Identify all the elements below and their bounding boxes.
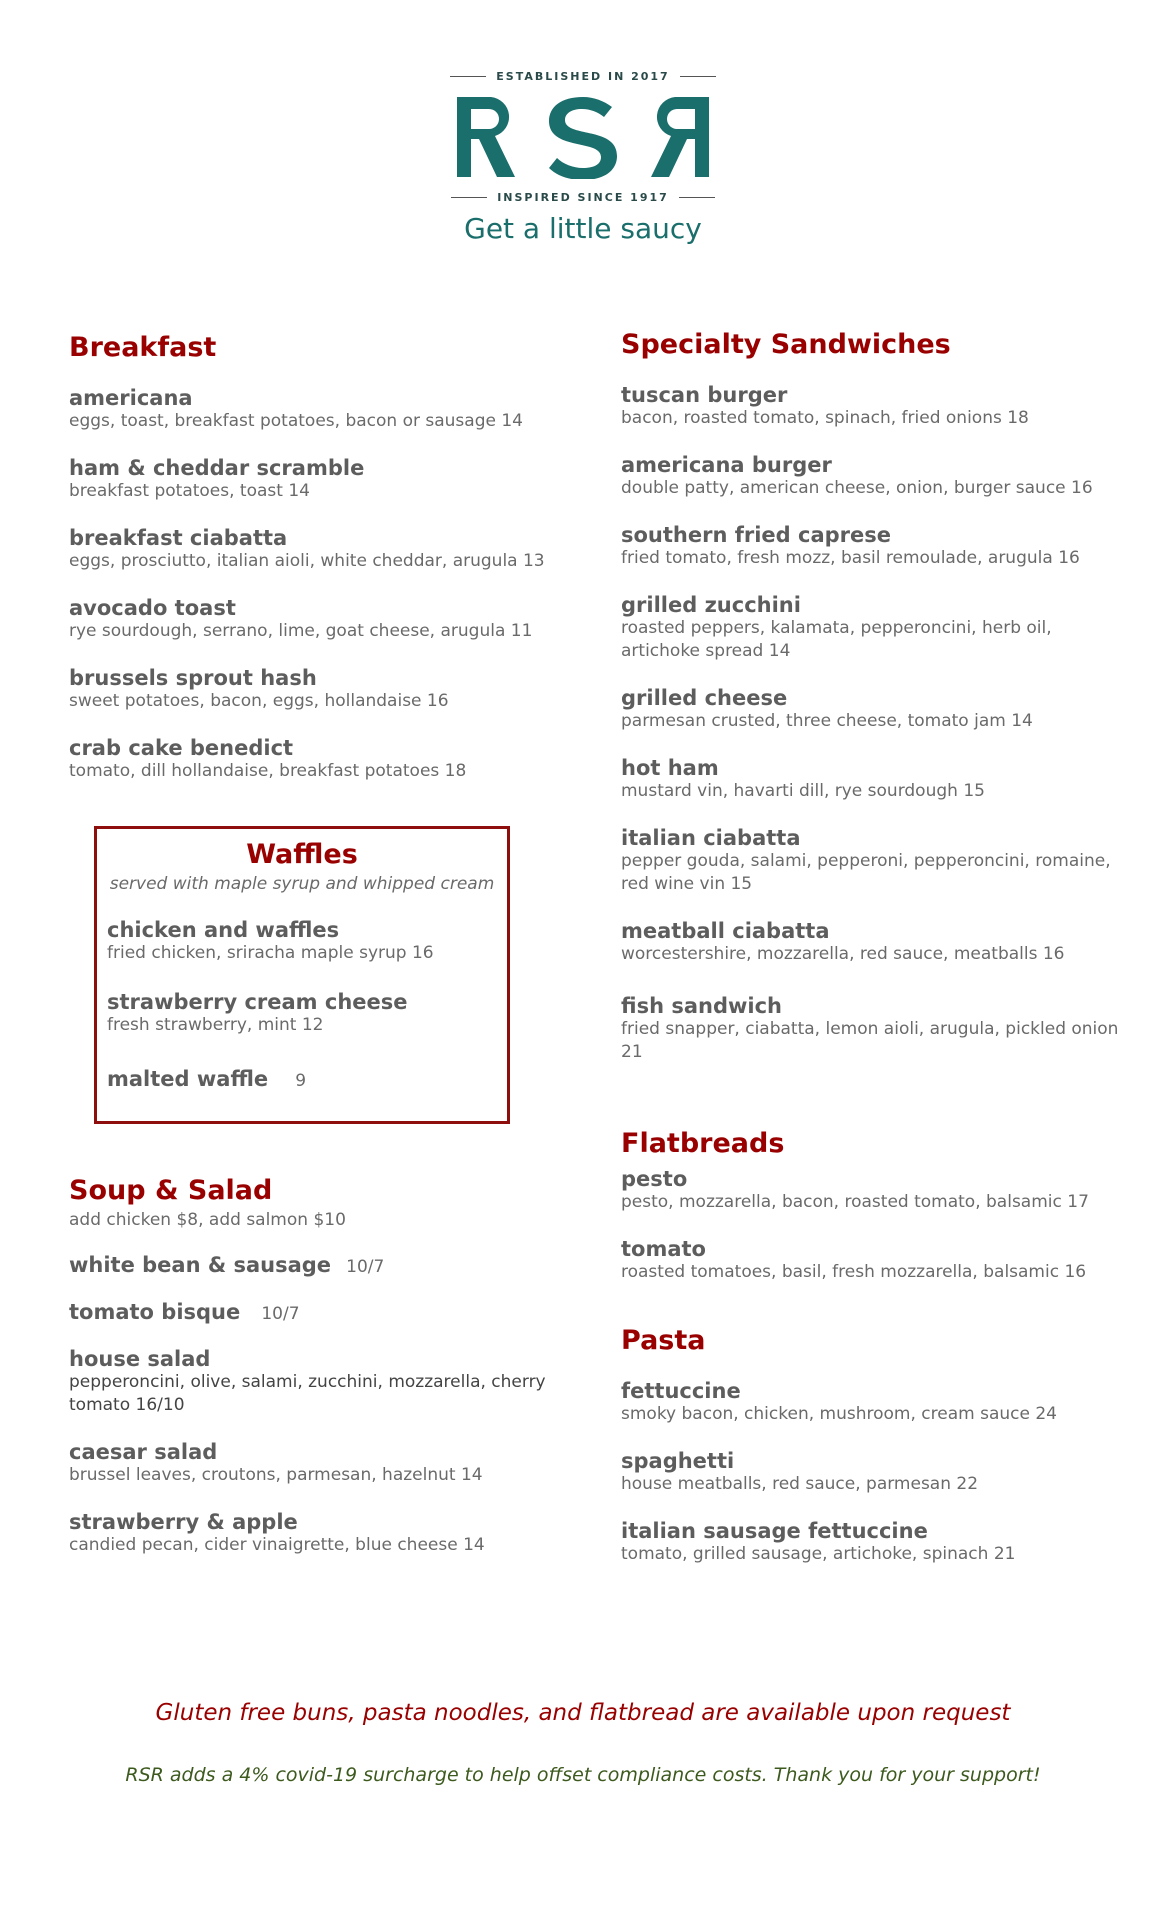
item-name: crab cake benedict xyxy=(69,736,294,760)
section-title: Flatbreads xyxy=(621,1128,785,1159)
item-desc: worcestershire, mozzarella, red sauce, meatballs 16 xyxy=(621,944,1065,964)
item-name: ham & cheddar scramble xyxy=(69,456,365,480)
section-title: Breakfast xyxy=(69,332,217,363)
inspired-text: INSPIRED SINCE 1917 xyxy=(497,191,669,204)
item-name: fettuccine xyxy=(621,1379,741,1403)
item-name: spaghetti xyxy=(621,1449,735,1473)
menu-item xyxy=(69,526,549,573)
item-desc: tomato, grilled sausage, artichoke, spinach 21 xyxy=(621,1544,1016,1564)
tagline: Get a little saucy xyxy=(464,212,702,245)
menu-item xyxy=(621,1237,1121,1284)
item-desc: bacon, roasted tomato, spinach, fried onions 18 xyxy=(621,408,1029,428)
item-price: 10/7 xyxy=(261,1304,300,1324)
rule-right xyxy=(680,76,716,77)
section-title: Specialty Sandwiches xyxy=(621,329,951,360)
rule-right xyxy=(679,197,715,198)
rule-left xyxy=(451,197,487,198)
section-title: Pasta xyxy=(621,1325,706,1356)
established-text: ESTABLISHED IN 2017 xyxy=(496,70,670,83)
soup-salad-section xyxy=(69,1175,549,1557)
item-name: southern fried caprese xyxy=(621,523,891,547)
section-title: Soup & Salad xyxy=(69,1175,273,1206)
item-price: 10/7 xyxy=(346,1257,385,1277)
pasta-section xyxy=(621,1325,1121,1566)
item-name: chicken and waffles xyxy=(107,918,340,942)
item-name: avocado toast xyxy=(69,596,236,620)
menu-item xyxy=(69,666,549,713)
item-desc: fried tomato, fresh mozz, basil remoulade, arugula 16 xyxy=(621,548,1080,568)
menu-item xyxy=(621,1449,1121,1496)
gluten-free-note: Gluten free buns, pasta noodles, and flatbread are available upon request xyxy=(155,1700,1011,1726)
menu-item xyxy=(107,918,497,965)
menu-item xyxy=(69,1347,549,1417)
item-desc: pesto, mozzarella, bacon, roasted tomato, balsamic 17 xyxy=(621,1192,1089,1212)
item-name: strawberry & apple xyxy=(69,1510,298,1534)
item-desc: house meatballs, red sauce, parmesan 22 xyxy=(621,1474,979,1494)
item-desc: fresh strawberry, mint 12 xyxy=(107,1015,324,1035)
item-name: grilled zucchini xyxy=(621,593,801,617)
menu-item xyxy=(621,523,1121,570)
menu-item xyxy=(69,1300,549,1324)
item-desc: smoky bacon, chicken, mushroom, cream sauce 24 xyxy=(621,1404,1057,1424)
item-desc: candied pecan, cider vinaigrette, blue cheese 14 xyxy=(69,1535,485,1555)
section-title: Waffles xyxy=(246,839,358,870)
surcharge-note: RSR adds a 4% covid-19 surcharge to help offset compliance costs. Thank you for your support! xyxy=(125,1764,1041,1786)
item-desc: brussel leaves, croutons, parmesan, hazelnut 14 xyxy=(69,1465,483,1485)
item-name: tuscan burger xyxy=(621,383,788,407)
item-name: tomato bisque xyxy=(69,1300,241,1324)
waffles-box xyxy=(94,826,510,1124)
item-name: americana burger xyxy=(621,453,832,477)
menu-item xyxy=(621,756,1121,803)
item-desc: parmesan crusted, three cheese, tomato jam 14 xyxy=(621,711,1033,731)
item-name: fish sandwich xyxy=(621,994,782,1018)
menu-item xyxy=(107,1067,497,1091)
item-desc: fried chicken, sriracha maple syrup 16 xyxy=(107,943,434,963)
sandwiches-section xyxy=(621,329,1121,1064)
item-name: caesar salad xyxy=(69,1440,218,1464)
item-name: tomato xyxy=(621,1237,706,1261)
menu-item xyxy=(621,826,1121,896)
menu-item xyxy=(69,386,549,433)
item-name: malted waffle xyxy=(107,1067,269,1091)
item-desc: roasted tomatoes, basil, fresh mozzarella, balsamic 16 xyxy=(621,1262,1087,1282)
flatbreads-section xyxy=(621,1128,1121,1284)
menu-item xyxy=(621,686,1121,733)
item-name: brussels sprout hash xyxy=(69,666,317,690)
menu-item xyxy=(621,383,1121,430)
item-desc: double patty, american cheese, onion, burger sauce 16 xyxy=(621,478,1093,498)
item-name: breakfast ciabatta xyxy=(69,526,288,550)
rsr-logo-mark xyxy=(453,95,713,179)
item-desc: rye sourdough, serrano, lime, goat cheese, arugula 11 xyxy=(69,621,533,641)
item-name: strawberry cream cheese xyxy=(107,990,408,1014)
item-name: hot ham xyxy=(621,756,719,780)
item-desc: pepper gouda, salami, pepperoni, pepperoncini, romaine, red wine vin 15 xyxy=(621,851,1111,894)
item-desc: fried snapper, ciabatta, lemon aioli, arugula, pickled onion 21 xyxy=(621,1019,1119,1062)
breakfast-section xyxy=(69,332,549,783)
menu-item xyxy=(69,1440,549,1487)
item-name: pesto xyxy=(621,1167,688,1191)
item-desc: eggs, prosciutto, italian aioli, white cheddar, arugula 13 xyxy=(69,551,545,571)
menu-item xyxy=(621,593,1121,663)
menu-item xyxy=(69,1253,549,1277)
menu-item xyxy=(621,453,1121,500)
item-desc: eggs, toast, breakfast potatoes, bacon or sausage 14 xyxy=(69,411,523,431)
menu-item xyxy=(621,1379,1121,1426)
waffles-subtitle: served with maple syrup and whipped cream xyxy=(109,874,495,894)
menu-item xyxy=(69,736,549,783)
menu-item xyxy=(621,1519,1121,1566)
section-note: add chicken $8, add salmon $10 xyxy=(69,1210,346,1230)
item-name: italian ciabatta xyxy=(621,826,801,850)
menu-item xyxy=(621,1167,1121,1214)
item-desc: pepperoncini, olive, salami, zucchini, mozzarella, cherry tomato 16/10 xyxy=(69,1372,546,1415)
item-name: white bean & sausage xyxy=(69,1253,332,1277)
menu-item xyxy=(107,990,497,1037)
item-desc: roasted peppers, kalamata, pepperoncini, herb oil, artichoke spread 14 xyxy=(621,618,1052,661)
item-desc: tomato, dill hollandaise, breakfast potatoes 18 xyxy=(69,761,467,781)
menu-item xyxy=(621,919,1121,966)
menu-item xyxy=(69,596,549,643)
established-line xyxy=(0,70,1166,83)
item-price: 9 xyxy=(295,1071,307,1091)
item-desc: sweet potatoes, bacon, eggs, hollandaise 16 xyxy=(69,691,449,711)
item-name: americana xyxy=(69,386,193,410)
item-name: house salad xyxy=(69,1347,211,1371)
item-desc: breakfast potatoes, toast 14 xyxy=(69,481,310,501)
item-desc: mustard vin, havarti dill, rye sourdough 15 xyxy=(621,781,985,801)
item-name: italian sausage fettuccine xyxy=(621,1519,928,1543)
menu-item xyxy=(621,994,1121,1064)
rule-left xyxy=(450,76,486,77)
item-name: meatball ciabatta xyxy=(621,919,830,943)
logo xyxy=(0,70,1166,245)
item-name: grilled cheese xyxy=(621,686,788,710)
menu-item xyxy=(69,1510,549,1557)
inspired-line xyxy=(0,191,1166,204)
menu-item xyxy=(69,456,549,503)
